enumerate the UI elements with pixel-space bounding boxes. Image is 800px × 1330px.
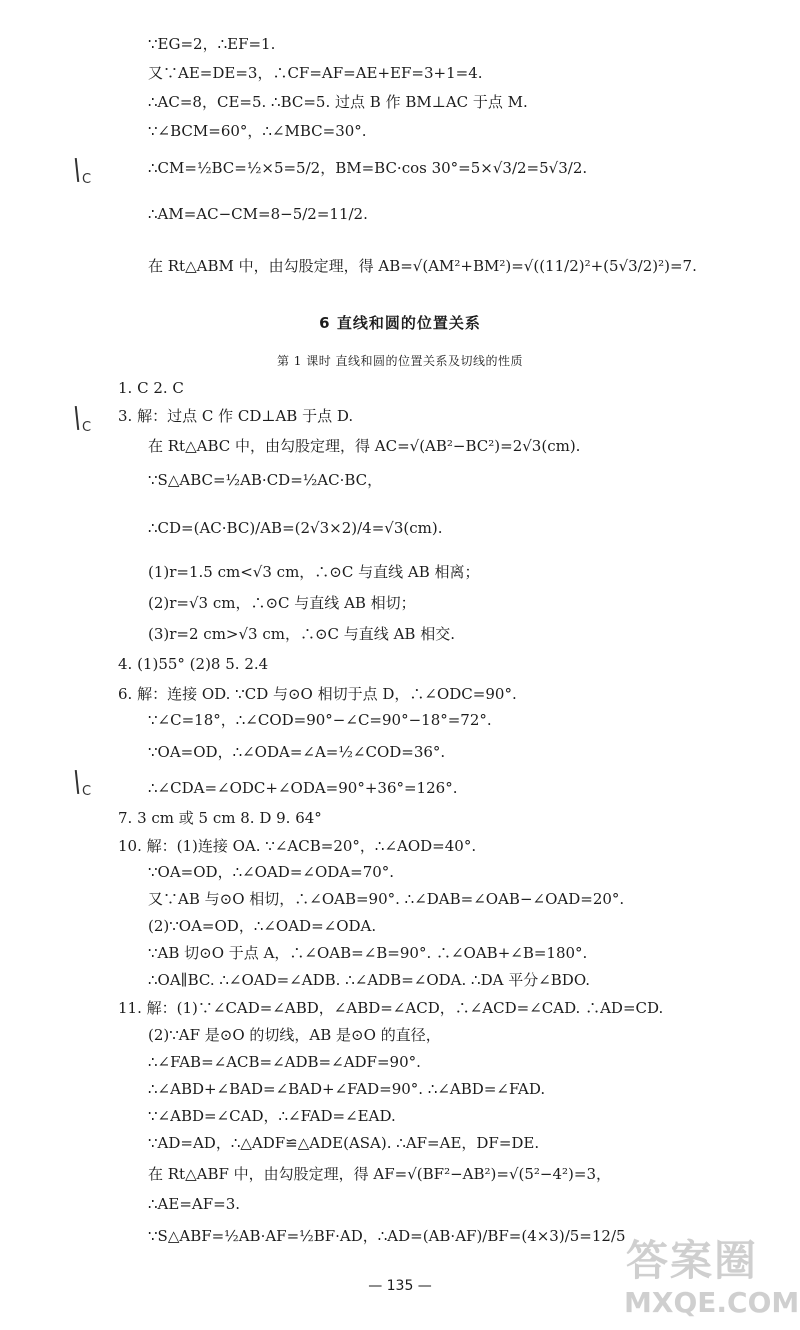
text-line: 在 Rt△ABF 中，由勾股定理，得 AF=√(BF²−AB²)=√(5²−4²)=3， xyxy=(148,1165,612,1183)
text-line-4: ∵∠BCM=60°，∴∠MBC=30°. xyxy=(148,122,367,140)
text-line: ∴AE=AF=3. xyxy=(148,1195,241,1213)
text-line: (1)r=1.5 cm<√3 cm，∴⊙C 与直线 AB 相离； xyxy=(148,563,480,581)
section-title: 6 直线和圆的位置关系 xyxy=(319,314,481,332)
text-line: (2)r=√3 cm，∴⊙C 与直线 AB 相切； xyxy=(148,594,416,612)
text-line: ∴∠ABD+∠BAD=∠BAD+∠FAD=90°. ∴∠ABD=∠FAD. xyxy=(148,1080,546,1098)
text-line-3: ∴AC=8，CE=5. ∴BC=5. 过点 B 作 BM⊥AC 于点 M. xyxy=(148,93,528,111)
margin-mark-letter: C xyxy=(82,420,92,435)
watermark-logo: 答案圈 xyxy=(626,1236,759,1285)
answer-line: 1. C 2. C xyxy=(118,379,184,397)
page-number: — 135 — xyxy=(368,1278,432,1294)
text-line: 在 Rt△ABC 中，由勾股定理，得 AC=√(AB²−BC²)=2√3(cm). xyxy=(148,437,581,455)
text-line-1: ∵EG=2，∴EF=1. xyxy=(148,35,276,53)
text-line: (2)∵AF 是⊙O 的切线，AB 是⊙O 的直径， xyxy=(148,1026,441,1044)
answer-line: 11. 解：(1)∵∠CAD=∠ABD，∠ABD=∠ACD，∴∠ACD=∠CAD. ∴AD=CD. xyxy=(118,999,664,1017)
watermark-url: MXQE.COM xyxy=(624,1286,800,1319)
margin-mark xyxy=(74,404,98,442)
text-line-2: 又∵AE=DE=3，∴CF=AF=AE+EF=3+1=4. xyxy=(148,64,483,82)
margin-mark xyxy=(74,768,98,806)
text-line: ∵OA=OD，∴∠ODA=∠A=½∠COD=36°. xyxy=(148,743,446,761)
text-line: ∵AD=AD，∴△ADF≌△ADE(ASA). ∴AF=AE，DF=DE. xyxy=(148,1134,540,1152)
text-line: ∵S△ABC=½AB·CD=½AC·BC， xyxy=(148,471,383,489)
text-line: ∵∠ABD=∠CAD，∴∠FAD=∠EAD. xyxy=(148,1107,396,1125)
text-line-5: ∴CM=½BC=½×5=5/2，BM=BC·cos 30°=5×√3/2=5√3/2. xyxy=(148,159,588,177)
text-line: (3)r=2 cm>√3 cm，∴⊙C 与直线 AB 相交. xyxy=(148,625,455,643)
text-line: ∵AB 切⊙O 于点 A，∴∠OAB=∠B=90°. ∴∠OAB+∠B=180°. xyxy=(148,944,588,962)
watermark xyxy=(620,1228,800,1324)
answer-line: 4. (1)55° (2)8 5. 2.4 xyxy=(118,655,269,673)
text-line-6: ∴AM=AC−CM=8−5/2=11/2. xyxy=(148,205,368,223)
text-line: ∴∠FAB=∠ACB=∠ADB=∠ADF=90°. xyxy=(148,1053,421,1071)
text-line: (2)∵OA=OD，∴∠OAD=∠ODA. xyxy=(148,917,377,935)
text-line: ∴OA∥BC. ∴∠OAD=∠ADB. ∴∠ADB=∠ODA. ∴DA 平分∠BDO. xyxy=(148,971,591,989)
margin-mark xyxy=(74,156,98,194)
text-line-7: 在 Rt△ABM 中，由勾股定理，得 AB=√(AM²+BM²)=√((11/2)²+(5√3/2)²)=7. xyxy=(148,257,697,275)
margin-mark-letter: C xyxy=(82,172,92,187)
answer-line: 10. 解：(1)连接 OA. ∵∠ACB=20°，∴∠AOD=40°. xyxy=(118,837,477,855)
text-line: ∵S△ABF=½AB·AF=½BF·AD，∴AD=(AB·AF)/BF=(4×3)/5=12/5 xyxy=(148,1227,626,1245)
text-line: ∴CD=(AC·BC)/AB=(2√3×2)/4=√3(cm). xyxy=(148,519,443,537)
lesson-title: 第 1 课时 直线和圆的位置关系及切线的性质 xyxy=(276,354,524,368)
margin-mark-letter: C xyxy=(82,784,92,799)
text-line: ∵OA=OD，∴∠OAD=∠ODA=70°. xyxy=(148,863,395,881)
text-line: ∵∠C=18°，∴∠COD=90°−∠C=90°−18°=72°. xyxy=(148,711,492,729)
answer-line: 3. 解：过点 C 作 CD⊥AB 于点 D. xyxy=(118,407,354,425)
answer-line: 7. 3 cm 或 5 cm 8. D 9. 64° xyxy=(118,809,322,827)
text-line: ∴∠CDA=∠ODC+∠ODA=90°+36°=126°. xyxy=(148,779,458,797)
text-line: 又∵AB 与⊙O 相切，∴∠OAB=90°. ∴∠DAB=∠OAB−∠OAD=20°. xyxy=(148,890,625,908)
answer-line: 6. 解：连接 OD. ∵CD 与⊙O 相切于点 D，∴∠ODC=90°. xyxy=(118,685,517,703)
